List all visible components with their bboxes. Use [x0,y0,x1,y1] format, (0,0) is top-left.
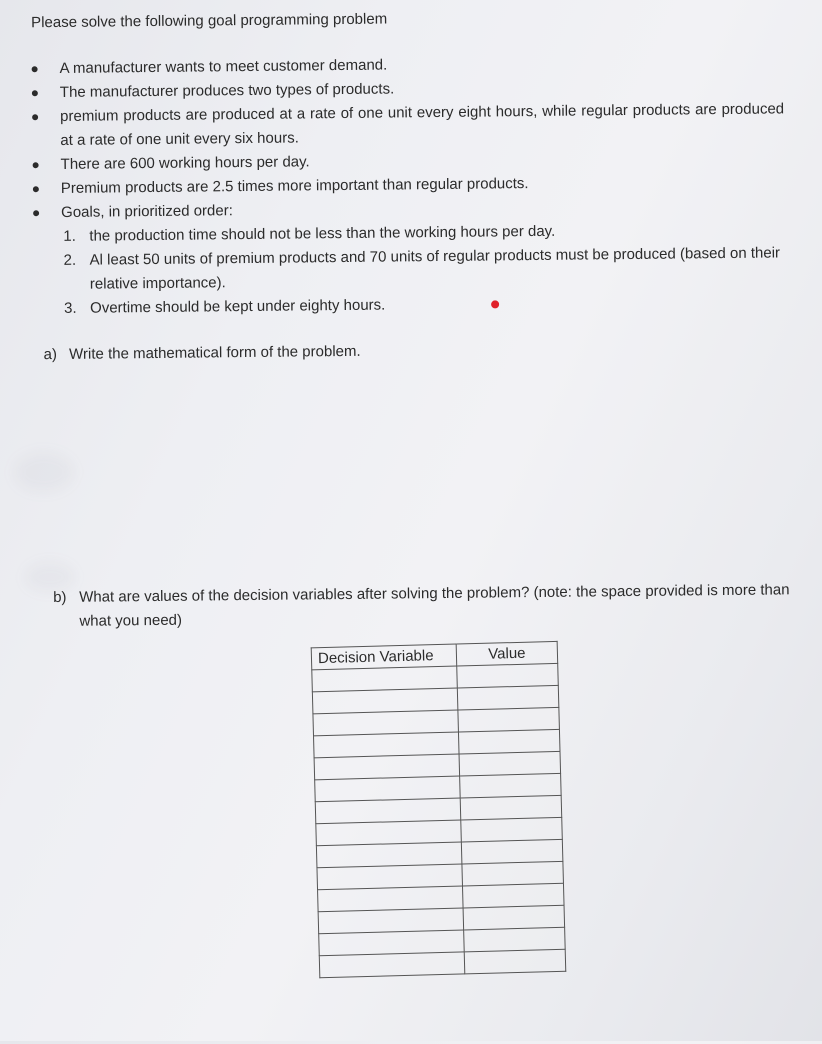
goal-item-2 [64,241,792,297]
bullet-text: premium products are produced at a rate of one unit every eight hours, while regular products are produced at a rate of one unit every six hours. [60,100,785,149]
value-cell[interactable] [457,663,559,688]
bullet-dot-icon [32,90,38,96]
goal-text: Al least 50 units of premium products and 70 units of regular products must be produced (based on their relative importance). [89,244,781,293]
problem-statement-list [29,49,792,321]
value-cell[interactable] [462,861,564,886]
value-cell[interactable] [459,751,561,776]
header-value: Value [456,641,558,666]
bullet-dot-icon [33,186,39,192]
question-a [44,343,361,363]
value-cell[interactable] [461,839,563,864]
value-cell[interactable] [458,729,560,754]
value-cell[interactable] [460,795,562,820]
value-cell[interactable] [462,883,564,908]
bullet-dot-icon [32,66,38,72]
value-cell[interactable] [460,773,562,798]
goal-text: the production time should not be less than the working hours per day. [89,222,556,245]
bullet-dot-icon [32,114,38,120]
bullet-dot-icon [33,162,39,168]
bullet-text: There are 600 working hours per day. [60,153,310,173]
goal-number: 2. [63,251,77,269]
decision-variable-table [311,641,567,978]
red-ink-dot-icon [491,300,499,308]
value-cell[interactable] [457,685,559,710]
value-cell[interactable] [461,817,563,842]
goals-list [61,217,792,321]
goal-text: Overtime should be kept under eighty hours. [90,296,386,317]
goal-number: 3. [64,299,77,317]
value-cell[interactable] [464,927,566,952]
decision-variable-cell[interactable] [319,952,465,978]
instructions-heading: Please solve the following goal programming problem [31,10,388,32]
paper-smudge [14,452,74,493]
value-cell[interactable] [464,949,566,974]
question-b-label: b) [53,588,67,607]
bullet-item-goals [31,193,792,321]
goal-number: 1. [63,227,76,245]
bullet-text: A manufacturer wants to meet customer demand. [59,56,388,77]
question-b [53,578,813,634]
question-a-text: Write the mathematical form of the problem. [69,342,361,363]
value-cell[interactable] [463,905,565,930]
question-a-label: a) [43,346,58,364]
question-b-text: What are values of the decision variables after solving the problem? (note: the space provided is more than what you need) [79,581,790,630]
bullet-text: The manufacturer produces two types of products. [59,80,395,101]
bullet-text: Goals, in prioritized order: [61,202,233,221]
value-cell[interactable] [458,707,560,732]
bullet-item-rates [30,97,790,153]
table-body [312,663,566,977]
bullet-dot-icon [33,210,39,216]
header-decision-variable: Decision Variable [311,644,457,670]
bullet-text: Premium products are 2.5 times more important than regular products. [60,175,529,197]
